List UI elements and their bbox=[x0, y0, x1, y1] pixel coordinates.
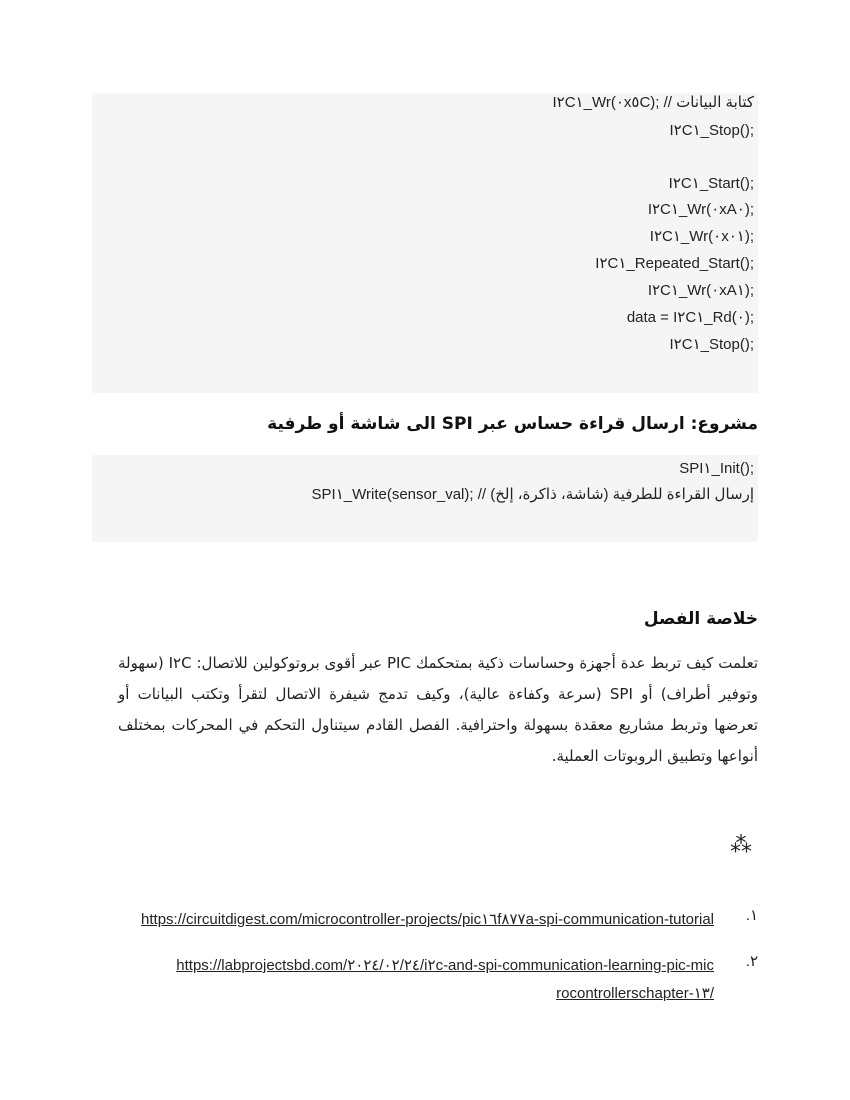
code-line: I٢C١_Start(); bbox=[668, 175, 754, 192]
code-line: SPI١_Write(sensor_val); // إرسال القراءة للطرفية (شاشة، ذاكرة، إلخ) bbox=[311, 486, 754, 503]
reference-item bbox=[174, 952, 758, 1008]
summary-heading: خلاصة الفصل bbox=[643, 609, 758, 629]
code-line: I٢C١_Repeated_Start(); bbox=[595, 255, 754, 272]
code-line: I٢C١_Wr(٠xA٠); bbox=[647, 201, 754, 218]
reference-number: ١. bbox=[745, 907, 758, 924]
project-heading: مشروع: ارسال قراءة حساس عبر SPI الى شاشة أو طرفية bbox=[267, 414, 758, 434]
code-line: I٢C١_Wr(٠xA١); bbox=[647, 282, 754, 299]
code-line: I٢C١_Stop(); bbox=[669, 122, 754, 139]
code-line: data = I٢C١_Rd(٠); bbox=[626, 309, 754, 326]
code-line: I٢C١_Wr(٠x٥C); // كتابة البيانات bbox=[552, 94, 754, 111]
reference-link[interactable]: https://circuitdigest.com/microcontroller-projects/pic١٦f٨٧٧a-spi-communication-tutorial bbox=[141, 911, 714, 928]
code-line: I٢C١_Wr(٠x٠١); bbox=[649, 228, 754, 245]
code-line: I٢C١_Stop(); bbox=[669, 336, 754, 353]
reference-item bbox=[114, 906, 758, 934]
section-separator-icon: ⁂ bbox=[730, 833, 752, 858]
code-line: SPI١_Init(); bbox=[679, 460, 754, 477]
reference-link[interactable]: https://labprojectsbd.com/٢٠٢٤/٠٢/٢٤/i٢c-and-spi-communication-learning-pic-microcontrollerschapter-١٣/ bbox=[176, 957, 714, 1002]
reference-number: ٢. bbox=[745, 953, 758, 970]
summary-paragraph: تعلمت كيف تربط عدة أجهزة وحساسات ذكية بمتحكمك PIC عبر أقوى بروتوكولين للاتصال: I٢C (سهولة وتوفير أطراف) أو SPI (سرعة وكفاءة عالية)، وكيف تدمج شيفرة الاتصال لتقرأ وتكتب البيانات أو تعرضها وتربط مشاريع معقدة بسهولة واحترافية. الفصل القادم سيتناول التحكم في المحركات بمختلف أنواعها وتطبيق الروبوتات العملية. bbox=[118, 654, 758, 765]
code-block-i2c bbox=[92, 93, 758, 393]
code-block-spi bbox=[92, 455, 758, 542]
